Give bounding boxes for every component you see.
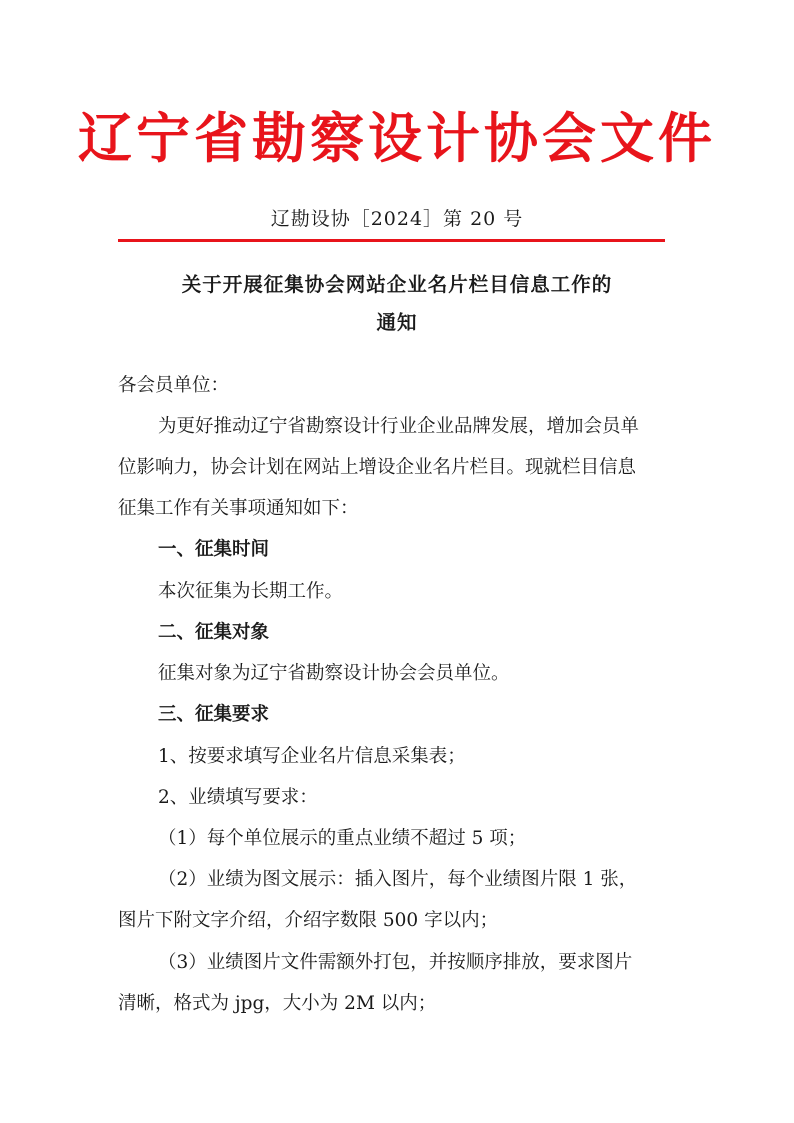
requirement-1: 1、按要求填写企业名片信息采集表； — [158, 746, 466, 767]
requirement-2: 2、业绩填写要求： — [158, 787, 318, 808]
section-2-heading: 二、征集对象 — [158, 622, 270, 643]
salutation: 各会员单位： — [118, 375, 230, 396]
requirement-2-2-line-2: 图片下附文字介绍，介绍字数限 500 字以内； — [118, 910, 499, 931]
requirement-2-1: （1）每个单位展示的重点业绩不超过 5 项； — [158, 828, 527, 849]
section-2-text: 征集对象为辽宁省勘察设计协会会员单位。 — [158, 663, 510, 684]
red-divider — [118, 239, 665, 242]
section-1-text: 本次征集为长期工作。 — [158, 581, 344, 602]
notice-title — [100, 266, 694, 342]
notice-title-line-2: 通知 — [376, 311, 418, 334]
document-number: 辽勘设协［2024］第 20 号 — [270, 208, 524, 230]
section-3-heading: 三、征集要求 — [158, 704, 270, 725]
intro-line-3: 征集工作有关事项通知如下： — [118, 498, 359, 519]
section-1-heading: 一、征集时间 — [158, 539, 270, 560]
requirement-2-3-line-2: 清晰，格式为 jpg，大小为 2M 以内； — [118, 993, 437, 1014]
intro-line-1: 为更好推动辽宁省勘察设计行业企业品牌发展，增加会员单 — [158, 416, 640, 437]
requirement-2-3-line-1: （3）业绩图片文件需额外打包，并按顺序排放，要求图片 — [158, 952, 633, 973]
issuer-title: 辽宁省勘察设计协会文件 — [78, 106, 716, 170]
notice-title-line-1: 关于开展征集协会网站企业名片栏目信息工作的 — [181, 273, 613, 296]
intro-line-2: 位影响力，协会计划在网站上增设企业名片栏目。现就栏目信息 — [118, 457, 637, 478]
requirement-2-2-line-1: （2）业绩为图文展示：插入图片，每个业绩图片限 1 张， — [158, 869, 638, 890]
